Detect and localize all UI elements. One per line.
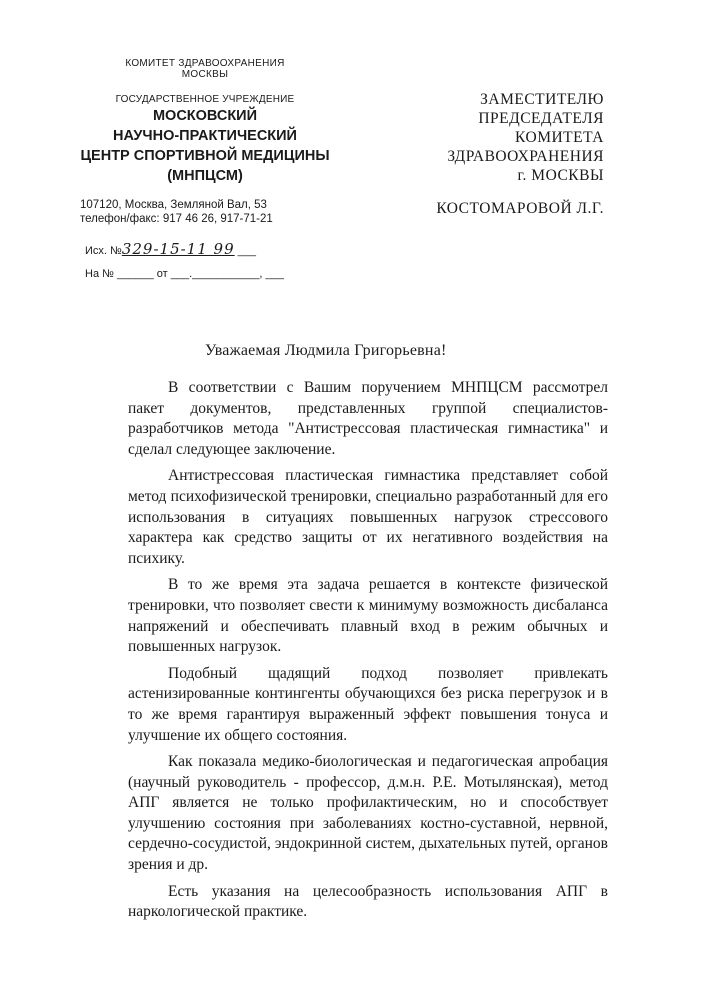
recipient-block bbox=[447, 90, 604, 185]
recipient-line5: г. МОСКВЫ bbox=[517, 167, 604, 184]
letter-body bbox=[128, 378, 608, 929]
recipient-line4: ЗДРАВООХРАНЕНИЯ bbox=[447, 148, 604, 165]
outgoing-number: 329-15-11 99 bbox=[121, 240, 235, 258]
paragraph-5: Как показала медико-биологическая и педагогическая апробация (научный руководитель - профессор, д.м.н. Р.Е. Мотылянская), метод АПГ является не только профилактическим, но и способствует улучшению состояния при заболеваниях костно-суставной, нервной, сердечно-сосудистой, эндокринной систем, дыхательных путей, органов зрения и др. bbox=[128, 753, 608, 874]
outgoing-label: Исх. № bbox=[85, 245, 122, 257]
recipient-line3: КОМИТЕТА bbox=[515, 129, 604, 146]
sender-address bbox=[80, 198, 273, 226]
outgoing-number-line: Исх. №329-15-11 99 ___ bbox=[85, 240, 257, 258]
paragraph-2: Антистрессовая пластическая гимнастика представляет собой метод психофизической тренировки, специально разработанный для его использования в ситуациях повышенных нагрузок стрессового характера как средство защиты от их негативного воздействия на психику. bbox=[128, 467, 608, 567]
recipient-name: КОСТОМАРОВОЙ Л.Г. bbox=[436, 200, 604, 217]
phone-line: телефон/факс: 917 46 26, 917-71-21 bbox=[80, 213, 273, 225]
reply-label: На № bbox=[85, 268, 114, 280]
address-line: 107120, Москва, Земляной Вал, 53 bbox=[80, 199, 267, 211]
recipient-line2: ПРЕДСЕДАТЕЛЯ bbox=[478, 110, 604, 127]
org-name-line3: ЦЕНТР СПОРТИВНОЙ МЕДИЦИНЫ bbox=[80, 148, 330, 164]
paragraph-3: В то же время эта задача решается в контексте физической тренировки, что позволяет свести к минимуму возможность дисбаланса напряжений и обеспечивать плавный вход в режим обычных и повышенных нагрузок. bbox=[128, 576, 608, 656]
paragraph-1: В соответствии с Вашим поручением МНПЦСМ рассмотрел пакет документов, представленных группой специалистов-разработчиков метода "Антистрессовая пластическая гимнастика" и сделал следующее заключение. bbox=[128, 379, 608, 458]
sender-header bbox=[40, 58, 370, 185]
committee-line2: МОСКВЫ bbox=[181, 69, 229, 80]
paragraph-6: Есть указания на целесообразность использования АПГ в наркологической практике. bbox=[128, 882, 608, 921]
salutation: Уважаемая Людмила Григорьевна! bbox=[205, 342, 447, 359]
org-name-line1: МОСКОВСКИЙ bbox=[152, 108, 258, 124]
recipient-line1: ЗАМЕСТИТЕЛЮ bbox=[480, 91, 604, 108]
paragraph-4: Подобный щадящий подход позволяет привлекать астенизированные контингенты обучающихся без риска перегрузок и в то же время гарантируя выраженный эффект повышения тонуса и улучшение их общего состояния. bbox=[128, 664, 608, 744]
committee-line1: КОМИТЕТ ЗДРАВООХРАНЕНИЯ bbox=[125, 58, 285, 69]
reply-from-label: от bbox=[156, 268, 168, 280]
org-name-line2: НАУЧНО-ПРАКТИЧЕСКИЙ bbox=[113, 128, 297, 144]
reply-line: На № ______ от ___.___________, ___ bbox=[85, 268, 284, 280]
institution-type: ГОСУДАРСТВЕННОЕ УЧРЕЖДЕНИЕ bbox=[115, 94, 295, 105]
org-name-abbr: (МНПЦСМ) bbox=[167, 168, 243, 184]
